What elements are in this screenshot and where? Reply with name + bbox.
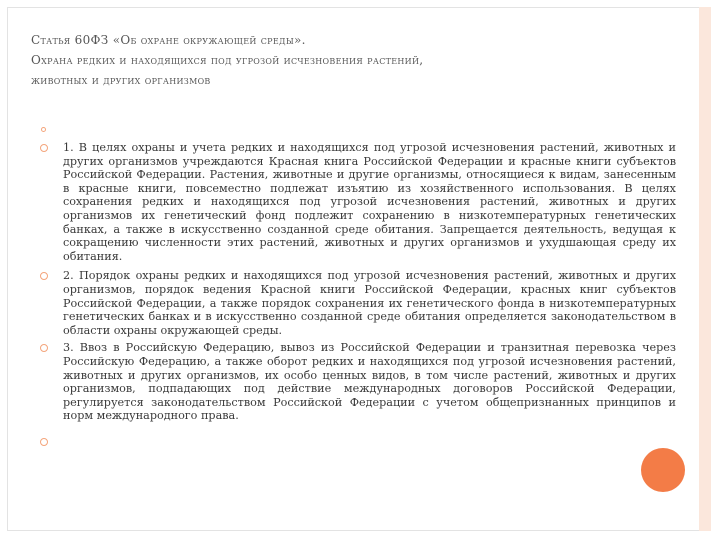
bullet-icon [40, 144, 48, 152]
title-line-1: Статья 60ФЗ «Об охране окружающей среды». [31, 33, 306, 47]
slide-title [31, 30, 591, 90]
paragraph-2: 2. Порядок охраны редких и находящихся под угрозой исчезновения растений, животных и других организмов, порядок ведения Красной книги Российской Федерации, красных книг субъектов Российской Федерации, а также порядок сохранения их генетического фонда в низкотемпературных генетических банках и в искусственно созданной среде обитания определяется законодательством в области охраны окружающей среды. [63, 269, 676, 337]
title-line-3: животных и других организмов [31, 73, 211, 87]
list-item [36, 341, 676, 423]
bullet-icon [40, 438, 48, 446]
paragraph-3: 3. Ввоз в Российскую Федерацию, вывоз из Российской Федерации и транзитная перевозка через Российскую Федерацию, а также оборот редких и находящихся под угрозой исчезновения растений, животных и других организмов, их особо ценных видов, в том числе растений, животных и других организмов, подпадающих под действие международных договоров Российской Федерации, регулируется законодательством Российской Федерации с учетом общепризнанных принципов и норм международного права. [63, 341, 676, 423]
paragraph-1: 1. В целях охраны и учета редких и находящихся под угрозой исчезновения растений, животных и других организмов учреждаются Красная книга Российской Федерации и красные книги субъектов Российской Федерации. Растения, животные и другие организмы, относящиеся к видам, занесенным в красные книги, повсеместно подлежат изъятию из хозяйственного использования. В целях сохранения редких и находящихся под угрозой исчезновения растений, животных и других организмов их генетический фонд подлежит сохранению в низкотемпературных генетических банках, а также в искусственно созданной среде обитания. Запрещается деятельность, ведущая к сокращению численности этих растений, животных и других организмов и ухудшающая среду их обитания. [63, 141, 676, 263]
decorative-side-bar [699, 7, 711, 531]
decorative-circle [641, 448, 685, 492]
list-item [36, 269, 676, 337]
bullet-list [36, 125, 676, 449]
bullet-icon [40, 344, 48, 352]
bullet-icon [40, 272, 48, 280]
list-item [36, 141, 676, 263]
list-item-empty [36, 125, 676, 139]
list-item-empty [36, 435, 676, 449]
title-line-2: Охрана редких и находящихся под угрозой исчезновения растений, [31, 53, 424, 67]
bullet-icon [41, 127, 46, 132]
